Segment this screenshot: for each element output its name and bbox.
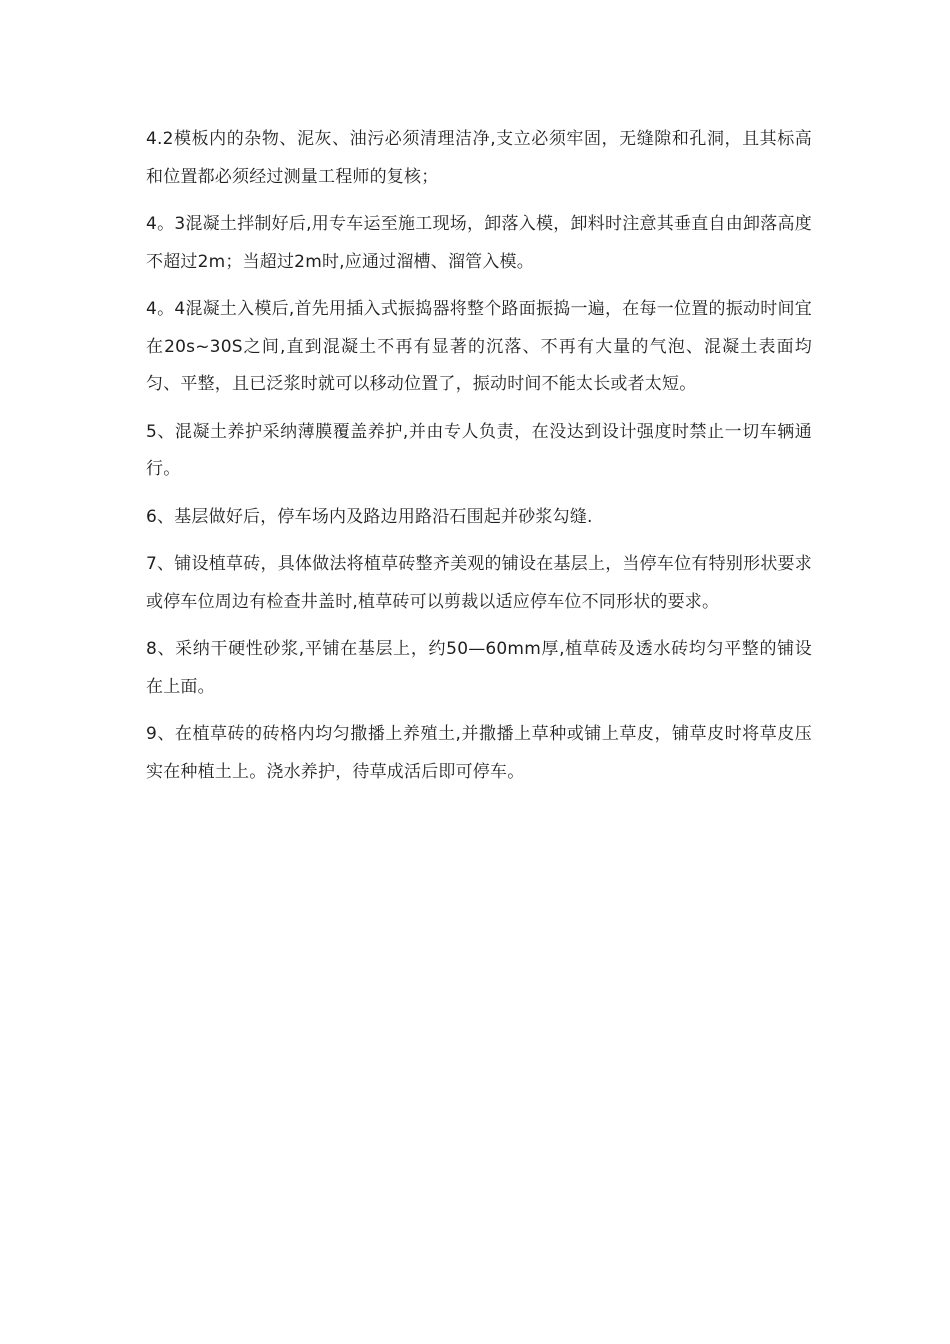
paragraph-5: 5、混凝土养护采纳薄膜覆盖养护,并由专人负责，在没达到设计强度时禁止一切车辆通行。 (146, 421, 812, 479)
paragraph-9: 9、在植草砖的砖格内均匀撒播上养殖土,并撒播上草种或铺上草皮，铺草皮时将草皮压实在种植土上。浇水养护，待草成活后即可停车。 (146, 724, 812, 782)
paragraph-4-2: 4.2模板内的杂物、泥灰、油污必须清理洁净,支立必须牢固，无缝隙和孔洞，且其标高和位置都必须经过测量工程师的复核； (146, 129, 812, 187)
paragraph-8: 8、采纳干硬性砂浆,平铺在基层上，约50—60mm厚,植草砖及透水砖均匀平整的铺设在上面。 (146, 639, 812, 697)
document-body (146, 121, 812, 801)
paragraph-4-4: 4。4混凝土入模后,首先用插入式振捣器将整个路面振捣一遍，在每一位置的振动时间宜在20s~30S之间,直到混凝土不再有显著的沉落、不再有大量的气泡、混凝土表面均匀、平整，且已泛浆时就可以移动位置了，振动时间不能太长或者太短。 (146, 299, 812, 394)
paragraph-4-3: 4。3混凝土拌制好后,用专车运至施工现场，卸落入模，卸料时注意其垂直自由卸落高度不超过2m；当超过2m时,应通过溜槽、溜管入模。 (146, 214, 812, 272)
paragraph-7: 7、铺设植草砖，具体做法将植草砖整齐美观的铺设在基层上，当停车位有特别形状要求或停车位周边有检查井盖时,植草砖可以剪裁以适应停车位不同形状的要求。 (146, 554, 812, 612)
paragraph-6: 6、基层做好后，停车场内及路边用路沿石围起并砂浆勾缝. (146, 506, 593, 527)
